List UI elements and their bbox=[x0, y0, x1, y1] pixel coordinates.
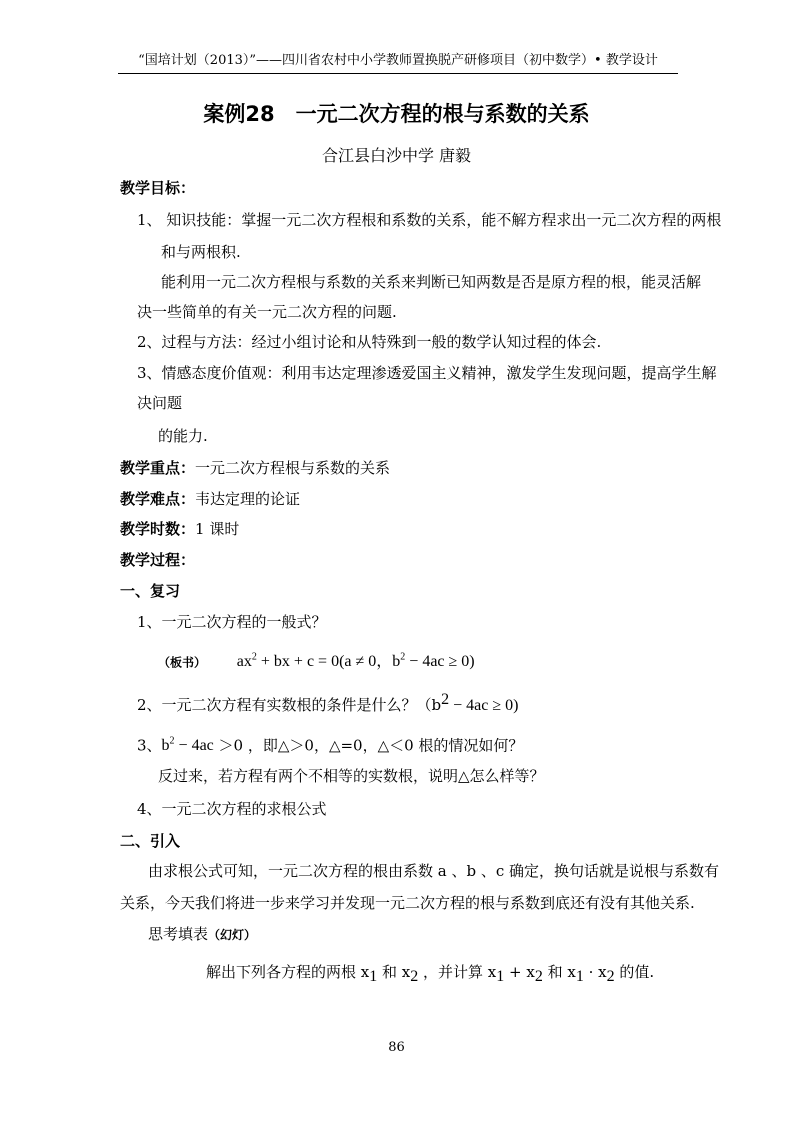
intro-paragraph-line-2: 关系，今天我们将进一步来学习并发现一元二次方程的根与系数到底还有没有其他关系. bbox=[120, 894, 695, 912]
intro-heading: 二、引入 bbox=[120, 832, 181, 850]
review-question-1: 1、一元二次方程的一般式？ bbox=[137, 613, 327, 631]
objective-1-line-2: 和与两根积. bbox=[161, 243, 241, 261]
review-question-3-followup: 反过来，若方程有两个不相等的实数根，说明△怎么样等？ bbox=[158, 767, 545, 785]
objective-2: 2、过程与方法：经过小组讨论和从特殊到一般的数学认知过程的体会. bbox=[137, 333, 602, 351]
objective-1-line-4: 决一些简单的有关一元二次方程的问题. bbox=[137, 303, 397, 321]
running-header: “国培计划（2013）”——四川省农村中小学教师置换脱产研修项目（初中数学）• 教学设计 bbox=[138, 53, 658, 68]
review-heading: 一、复习 bbox=[120, 582, 181, 600]
hours-label: 教学时数： bbox=[120, 520, 196, 538]
instruction-line: 解出下列各方程的两根 $x_1$ 和 $x_2$ ，并计算 $x_1 + x_2$ 和 $x_1 \cdot x_2$ 的值. bbox=[206, 963, 655, 985]
discriminant-formula: $b^2 - 4ac$ bbox=[161, 736, 214, 755]
board-label: （板书） bbox=[158, 655, 207, 670]
think-table-line bbox=[148, 924, 256, 945]
process-heading: 教学过程： bbox=[120, 551, 196, 569]
difficulty bbox=[120, 489, 300, 509]
key-point bbox=[120, 458, 390, 478]
key-point-text: 一元二次方程根与系数的关系 bbox=[195, 459, 391, 477]
objective-3-line-1: 3、情感态度价值观：利用韦达定理渗透爱国主义精神，激发学生发现问题，提高学生解 bbox=[137, 364, 717, 382]
objective-3-line-3: 的能力. bbox=[158, 427, 208, 445]
hours-text: 1 课时 bbox=[195, 520, 240, 538]
slide-label: （幻灯） bbox=[208, 928, 257, 942]
header-rule bbox=[118, 73, 678, 74]
general-form-line bbox=[158, 648, 475, 672]
think-label: 思考填表 bbox=[148, 925, 209, 943]
general-form-formula: $ax^2$ + bx + c = 0(a ≠ 0，$b^2 - 4ac \ge 0$) bbox=[236, 652, 475, 671]
objective-3-line-2: 决问题 bbox=[137, 394, 183, 412]
difficulty-label: 教学难点： bbox=[120, 490, 196, 508]
review-question-3: 3、$b^2 - 4ac >0$ ，即△＞0，△=0，△＜0 根的情况如何？ bbox=[137, 736, 524, 755]
key-point-label: 教学重点： bbox=[120, 459, 196, 477]
intro-paragraph-line-1: 由求根公式可知，一元二次方程的根由系数 a 、b 、c 确定，换句话就是说根与系数有 bbox=[148, 862, 720, 880]
teaching-hours bbox=[120, 519, 239, 539]
page-title: 案例28 一元二次方程的根与系数的关系 bbox=[203, 102, 590, 126]
page-number: 86 bbox=[388, 1040, 405, 1055]
review-question-2: 2、一元二次方程有实数根的条件是什么？$(b^2 - 4ac \ge 0)$ bbox=[137, 691, 519, 714]
objective-1-line-3: 能利用一元二次方程根与系数的关系来判断已知两数是否是原方程的根，能灵活解 bbox=[161, 273, 702, 291]
difficulty-text: 韦达定理的论证 bbox=[195, 490, 301, 508]
author-line: 合江县白沙中学 唐毅 bbox=[321, 146, 472, 165]
objectives-heading: 教学目标： bbox=[120, 179, 196, 197]
objective-1-line-1: 1、 知识技能：掌握一元二次方程根和系数的关系，能不解方程求出一元二次方程的两根 bbox=[137, 211, 722, 229]
review-question-4: 4、一元二次方程的求根公式 bbox=[137, 800, 327, 818]
